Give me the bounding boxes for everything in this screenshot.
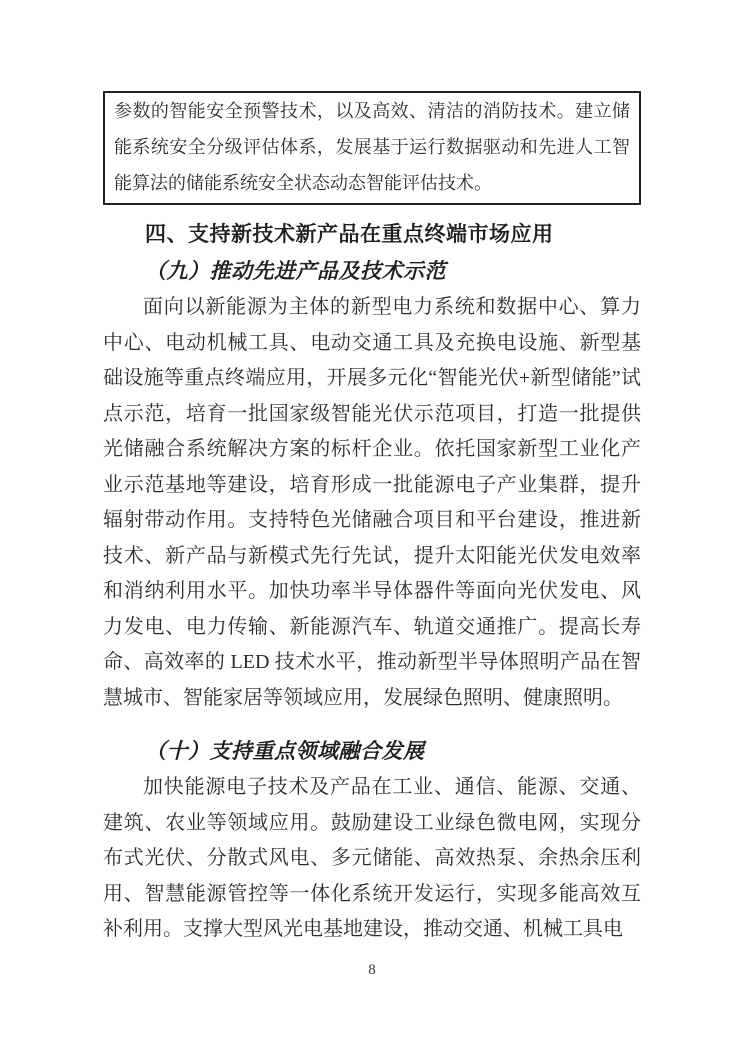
section-heading: 四、支持新技术新产品在重点终端市场应用 [145,223,554,246]
page-content [103,91,641,948]
page-number: 8 [368,962,376,978]
paragraph-nine-body: 面向以新能源为主体的新型电力系统和数据中心、算力中心、电动机械工具、电动交通工具及充换电设施、新型基础设施等重点终端应用，开展多元化“智能光伏+新型储能”试点示范，培育一批国家级智能光伏示范项目，打造一批提供光储融合系统解决方案的标杆企业。依托国家新型工业化产业示范基地等建设，培育形成一批能源电子产业集群，提升辐射带动作用。支持特色光储融合项目和平台建设，推进新技术、新产品与新模式先行先试，提升太阳能光伏发电效率和消纳利用水平。加快功率半导体器件等面向光伏发电、风力发电、电力传输、新能源汽车、轨道交通推广。提高长寿命、高效率的 LED 技术水平，推动新型半导体照明产品在智慧城市、智能家居等领域应用，发展绿色照明、健康照明。 [103,296,641,709]
subsection-heading-nine: （九）推动先进产品及技术示范 [145,259,446,283]
boxed-paragraph-container [103,91,641,205]
subsection-heading-ten: （十）支持重点领域融合发展 [145,739,425,763]
paragraph-ten-body: 加快能源电子技术及产品在工业、通信、能源、交通、建筑、农业等领域应用。鼓励建设工业绿色微电网，实现分布式光伏、分散式风电、多元储能、高效热泵、余热余压利用、智慧能源管控等一体化系统开发运行，实现多能高效互补利用。支撑大型风光电基地建设，推动交通、机械工具电 [103,776,641,940]
boxed-paragraph-text: 参数的智能安全预警技术，以及高效、清洁的消防技术。建立储能系统安全分级评估体系，发展基于运行数据驱动和先进人工智能算法的储能系统安全状态动态智能评估技术。 [114,101,630,193]
